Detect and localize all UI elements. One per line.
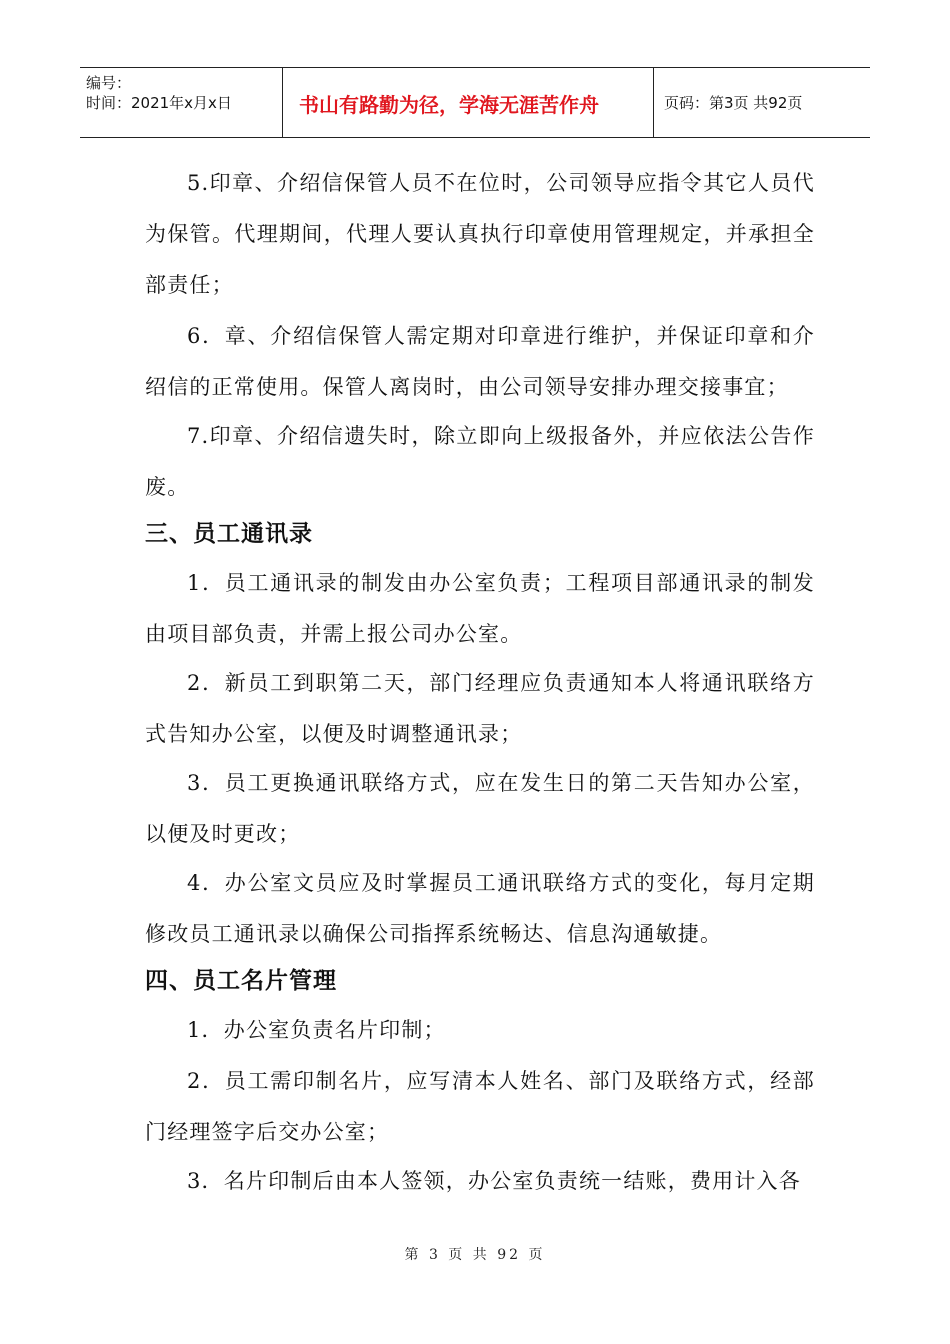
header-motto-cell	[283, 68, 654, 137]
paragraph-item-7: 7.印章、介绍信遗失时，除立即向上级报备外，并应依法公告作废。	[145, 424, 815, 499]
cards-item-1: 1．办公室负责名片印制；	[187, 1018, 446, 1042]
date-label: 时间：2021年x月x日	[86, 94, 232, 112]
contacts-item-2: 2．新员工到职第二天，部门经理应负责通知本人将通讯联络方式告知办公室，以便及时调整通讯录；	[145, 671, 815, 746]
cards-item-3: 3．名片印制后由本人签领，办公室负责统一结账，费用计入各	[187, 1169, 801, 1193]
contacts-item-3: 3．员工更换通讯联络方式，应在发生日的第二天告知办公室，以便及时更改；	[145, 771, 815, 846]
contacts-item-4: 4．办公室文员应及时掌握员工通讯联络方式的变化，每月定期修改员工通讯录以确保公司指挥系统畅达、信息沟通敏捷。	[145, 871, 815, 946]
header-meta-cell	[80, 68, 283, 137]
paragraph-item-6: 6．章、介绍信保管人需定期对印章进行维护，并保证印章和介绍信的正常使用。保管人离岗时，由公司领导安排办理交接事宜；	[145, 324, 815, 399]
paragraph-item-5: 5.印章、介绍信保管人员不在位时，公司领导应指令其它人员代为保管。代理期间，代理人要认真执行印章使用管理规定，并承担全部责任；	[145, 171, 815, 297]
section-heading-contacts: 三、员工通讯录	[145, 521, 313, 547]
contacts-item-1: 1．员工通讯录的制发由办公室负责；工程项目部通讯录的制发由项目部负责，并需上报公司办公室。	[145, 571, 815, 646]
cards-item-2: 2．员工需印制名片，应写清本人姓名、部门及联络方式，经部门经理签字后交办公室；	[145, 1069, 815, 1144]
page-footer: 第 3 页 共 92 页	[404, 1247, 546, 1263]
header-page-cell	[654, 68, 870, 137]
section-heading-business-cards: 四、员工名片管理	[145, 968, 337, 994]
motto-text: 书山有路勤为径，学海无涯苦作舟	[299, 93, 599, 117]
number-label: 编号：	[86, 74, 132, 92]
document-header	[80, 67, 870, 138]
page-info: 页码：第3页 共92页	[664, 94, 803, 112]
